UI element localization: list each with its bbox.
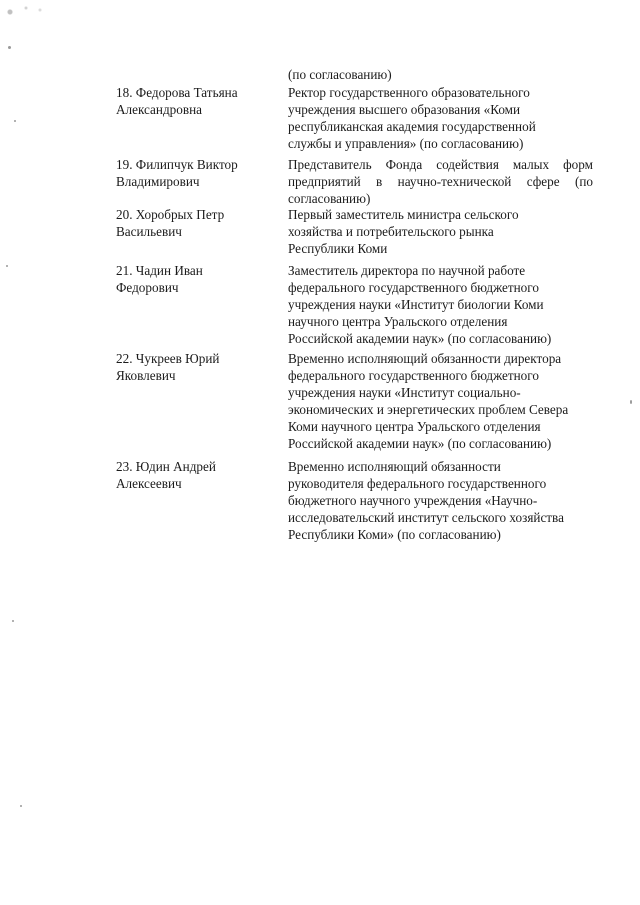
member-name-line: 18. Федорова Татьяна <box>116 85 238 100</box>
member-name <box>116 458 276 492</box>
member-role <box>288 458 593 543</box>
member-name <box>116 262 276 296</box>
member-role-line: Российской академии наук» (по согласованию) <box>288 436 552 451</box>
member-role-line: предприятий в научно-технической сфере (по <box>288 174 593 189</box>
scan-speck <box>8 46 11 49</box>
member-role-line: службы и управления» (по согласованию) <box>288 136 524 151</box>
member-role-line: Республики Коми <box>288 241 388 256</box>
member-name-line: Федорович <box>116 280 179 295</box>
member-role <box>288 156 593 207</box>
member-name <box>116 156 276 190</box>
scan-speck <box>6 265 8 267</box>
member-name <box>116 350 276 384</box>
member-role <box>288 350 593 452</box>
member-role-line: учреждения высшего образования «Коми <box>288 102 521 117</box>
member-role-line: согласованию) <box>288 191 371 206</box>
member-name <box>116 206 276 240</box>
member-role-line: Первый заместитель министра сельского <box>288 207 519 222</box>
member-role-line: Представитель Фонда содействия малых форм <box>288 157 593 172</box>
member-name-line: Владимирович <box>116 174 200 189</box>
member-role-line: экономических и энергетических проблем Севера <box>288 402 569 417</box>
member-role-line: Заместитель директора по научной работе <box>288 263 526 278</box>
member-name-line: Яковлевич <box>116 368 176 383</box>
member-role-line: федерального государственного бюджетного <box>288 368 539 383</box>
member-name <box>116 84 276 118</box>
member-name-line: Алексеевич <box>116 476 182 491</box>
member-name-line: 22. Чукреев Юрий <box>116 351 220 366</box>
member-role-line: республиканская академия государственной <box>288 119 536 134</box>
member-role-line: Республики Коми» (по согласованию) <box>288 527 501 542</box>
member-role-line: федерального государственного бюджетного <box>288 280 539 295</box>
member-role <box>288 84 593 152</box>
scan-speck <box>12 620 14 622</box>
member-name-line: 23. Юдин Андрей <box>116 459 216 474</box>
member-role-line: исследовательский институт сельского хозяйства <box>288 510 564 525</box>
member-name-line: 21. Чадин Иван <box>116 263 203 278</box>
scan-speck <box>630 400 632 404</box>
member-name-line: 19. Филипчук Виктор <box>116 157 238 172</box>
scan-edge-artifact <box>0 0 50 905</box>
member-role-line: руководителя федерального государственного <box>288 476 547 491</box>
continuation-text <box>288 66 593 83</box>
scan-speck <box>20 805 22 807</box>
member-name-line: Александровна <box>116 102 202 117</box>
member-role-line: Временно исполняющий обязанности <box>288 459 501 474</box>
scan-speck <box>14 120 16 122</box>
member-role-line: Коми научного центра Уральского отделения <box>288 419 541 434</box>
continuation-line: (по согласованию) <box>288 67 392 82</box>
member-role-line: учреждения науки «Институт биологии Коми <box>288 297 544 312</box>
member-role-line: Временно исполняющий обязанности директора <box>288 351 562 366</box>
member-role <box>288 262 593 347</box>
member-name-line: Васильевич <box>116 224 182 239</box>
member-role <box>288 206 593 257</box>
member-role-line: Российской академии наук» (по согласованию) <box>288 331 552 346</box>
member-role-line: Ректор государственного образовательного <box>288 85 530 100</box>
member-role-line: учреждения науки «Институт социально- <box>288 385 521 400</box>
member-role-line: бюджетного научного учреждения «Научно- <box>288 493 538 508</box>
member-role-line: научного центра Уральского отделения <box>288 314 508 329</box>
member-role-line: хозяйства и потребительского рынка <box>288 224 494 239</box>
member-name-line: 20. Хоробрых Петр <box>116 207 225 222</box>
